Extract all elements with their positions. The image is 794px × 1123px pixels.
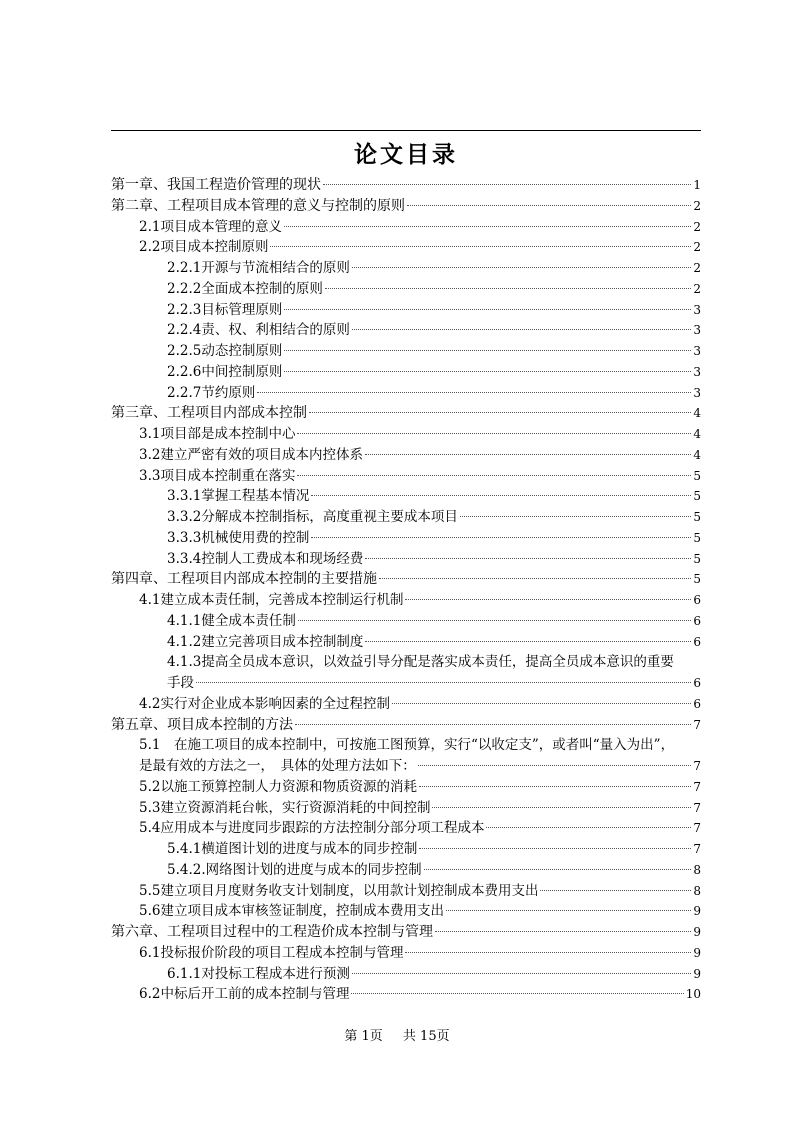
toc-entry-page: 9 bbox=[693, 925, 701, 939]
toc-entry-title: 2.1项目成本管理的意义 bbox=[139, 218, 282, 235]
toc-entry[interactable] bbox=[111, 383, 701, 404]
toc-entry-page: 4 bbox=[693, 427, 701, 441]
dot-leader bbox=[405, 599, 691, 600]
toc-entry[interactable] bbox=[111, 237, 701, 258]
dot-leader bbox=[270, 246, 691, 247]
toc-entry-page: 6 bbox=[693, 593, 701, 607]
dot-leader bbox=[365, 558, 691, 559]
toc-entry-title: 3.2建立严密有效的项目成本内控体系 bbox=[139, 446, 363, 463]
toc-entry-title: 3.1项目部是成本控制中心 bbox=[139, 426, 296, 442]
toc-entry-page: 7 bbox=[693, 717, 701, 732]
toc-entry[interactable] bbox=[111, 964, 701, 985]
dot-leader bbox=[311, 495, 691, 496]
toc-entry-page: 5 bbox=[693, 572, 701, 587]
table-of-contents bbox=[111, 175, 701, 1005]
toc-entry-title: 6.1.1对投标工程成本进行预测 bbox=[167, 965, 350, 982]
toc-entry-title: 6.2中标后开工前的成本控制与管理 bbox=[139, 986, 350, 1003]
toc-entry-page: 2 bbox=[693, 219, 701, 234]
toc-entry-page: 3 bbox=[693, 323, 701, 338]
toc-entry[interactable] bbox=[111, 300, 701, 321]
dot-leader bbox=[405, 952, 691, 953]
dot-leader bbox=[284, 371, 691, 372]
toc-entry-page: 7 bbox=[693, 800, 701, 815]
toc-entry-page: 7 bbox=[693, 821, 701, 836]
dot-leader bbox=[435, 931, 691, 932]
toc-entry-title: 5.5建立项目月度财务收支计划制度，以用款计划控制成本费用支出 bbox=[139, 882, 539, 899]
toc-entry-title: 2.2.4责、权、利相结合的原则 bbox=[167, 322, 350, 339]
dot-leader bbox=[311, 537, 691, 538]
toc-entry[interactable] bbox=[111, 424, 701, 445]
dot-leader bbox=[284, 226, 691, 227]
toc-entry-page: 6 bbox=[693, 634, 701, 649]
toc-entry-title: 第二章、工程项目成本管理的意义与控制的原则 bbox=[111, 197, 405, 214]
header-rule bbox=[111, 130, 701, 131]
toc-entry[interactable] bbox=[111, 798, 701, 819]
toc-entry[interactable] bbox=[111, 486, 701, 507]
toc-entry-title: 5.6建立项目成本审核签证制度，控制成本费用支出 bbox=[139, 903, 444, 920]
toc-entry-page: 6 bbox=[693, 696, 701, 711]
toc-entry-title-cont: 是最有效的方法之一， 具体的处理方法如下： bbox=[139, 758, 416, 774]
dot-leader bbox=[486, 827, 691, 828]
toc-entry[interactable] bbox=[111, 943, 701, 964]
toc-entry-page: 2 bbox=[693, 261, 701, 275]
toc-entry-title: 4.1.2建立完善项目成本控制制度 bbox=[167, 633, 364, 650]
dot-leader bbox=[365, 454, 691, 455]
toc-entry[interactable] bbox=[111, 735, 701, 777]
dot-leader bbox=[297, 475, 691, 476]
toc-entry-title: 3.3.3机械使用费的控制 bbox=[167, 529, 310, 546]
toc-entry-page: 4 bbox=[693, 447, 701, 462]
toc-entry-title: 5.3建立资源消耗台帐，实行资源消耗的中间控制 bbox=[139, 799, 431, 816]
dot-leader bbox=[325, 288, 692, 289]
page-footer bbox=[0, 1027, 794, 1047]
toc-entry-page: 5 bbox=[693, 551, 701, 566]
toc-entry-title: 第六章、工程项目过程中的工程造价成本控制与管理 bbox=[111, 924, 433, 940]
dot-leader bbox=[284, 350, 691, 351]
toc-entry[interactable] bbox=[111, 694, 701, 715]
toc-entry-title: 5.4.1横道图计划的进度与成本的同步控制 bbox=[167, 841, 418, 857]
toc-entry-page: 3 bbox=[693, 385, 701, 400]
toc-entry[interactable] bbox=[111, 922, 701, 943]
toc-entry-page: 2 bbox=[693, 198, 701, 213]
toc-entry[interactable] bbox=[111, 901, 701, 922]
dot-leader bbox=[392, 703, 691, 704]
toc-entry-title: 2.2.2全面成本控制的原则 bbox=[167, 280, 323, 297]
toc-entry-title: 3.3项目成本控制重在落实 bbox=[139, 467, 296, 484]
dot-leader bbox=[540, 890, 691, 891]
dot-leader bbox=[460, 516, 692, 517]
toc-entry[interactable] bbox=[111, 881, 701, 902]
toc-entry-title: 6.1投标报价阶段的项目工程成本控制与管理 bbox=[139, 944, 404, 961]
toc-entry-page: 9 bbox=[693, 945, 701, 960]
toc-entry-page: 5 bbox=[693, 530, 701, 545]
toc-entry[interactable] bbox=[111, 175, 701, 196]
dot-leader bbox=[407, 205, 691, 206]
dot-leader bbox=[432, 807, 691, 808]
toc-entry-page: 5 bbox=[693, 510, 701, 524]
toc-entry-title: 第五章、项目成本控制的方法 bbox=[111, 716, 293, 733]
toc-entry-title: 第四章、工程项目内部成本控制的主要措施 bbox=[111, 571, 377, 588]
dot-leader bbox=[295, 724, 691, 725]
toc-entry[interactable] bbox=[111, 632, 701, 653]
toc-entry-title: 3.3.2分解成本控制指标，高度重视主要成本项目 bbox=[167, 509, 458, 525]
toc-entry[interactable] bbox=[111, 279, 701, 300]
toc-entry-page: 7 bbox=[693, 759, 701, 773]
toc-entry-page: 3 bbox=[693, 344, 701, 358]
toc-entry-page: 9 bbox=[693, 904, 701, 919]
toc-entry-title: 3.3.1掌握工程基本情况 bbox=[167, 488, 310, 505]
dot-leader bbox=[352, 267, 692, 268]
toc-entry-title: 第一章、我国工程造价管理的现状 bbox=[111, 177, 321, 193]
toc-entry-title: 2.2.1开源与节流相结合的原则 bbox=[167, 260, 350, 276]
toc-entry[interactable] bbox=[111, 839, 701, 860]
toc-entry[interactable] bbox=[111, 466, 701, 487]
toc-entry-page: 8 bbox=[693, 862, 701, 877]
toc-entry[interactable] bbox=[111, 569, 701, 590]
toc-entry[interactable] bbox=[111, 549, 701, 570]
toc-entry-page: 3 bbox=[693, 302, 701, 317]
toc-entry-title: 5.1 在施工项目的成本控制中，可按施工图预算，实行“以收定支”，或者叫“量入为出”， bbox=[139, 737, 675, 754]
toc-entry[interactable] bbox=[111, 611, 701, 632]
toc-entry[interactable] bbox=[111, 507, 701, 528]
toc-entry-title: 5.2以施工预算控制人力资源和物质资源的消耗 bbox=[139, 778, 417, 795]
toc-entry[interactable] bbox=[111, 362, 701, 383]
page-title: 论文目录 bbox=[354, 141, 458, 168]
toc-entry-page: 2 bbox=[693, 240, 701, 255]
dot-leader bbox=[352, 973, 692, 974]
toc-entry-page: 2 bbox=[693, 281, 701, 296]
dot-leader bbox=[284, 309, 691, 310]
dot-leader bbox=[351, 993, 683, 994]
toc-entry-page: 5 bbox=[693, 489, 701, 504]
toc-entry-page: 8 bbox=[693, 883, 701, 898]
dot-leader bbox=[419, 848, 691, 849]
toc-entry-title: 4.1建立成本责任制，完善成本控制运行机制 bbox=[139, 592, 404, 608]
dot-leader bbox=[419, 786, 691, 787]
toc-entry[interactable] bbox=[111, 528, 701, 549]
dot-leader bbox=[424, 869, 692, 870]
dot-leader bbox=[196, 682, 691, 683]
toc-entry[interactable] bbox=[111, 715, 701, 736]
toc-entry-title: 2.2项目成本控制原则 bbox=[139, 239, 269, 256]
toc-entry-title: 第三章、工程项目内部成本控制 bbox=[111, 405, 307, 422]
toc-entry-title: 4.2实行对企业成本影响因素的全过程控制 bbox=[139, 695, 390, 712]
toc-entry-title: 3.3.4控制人工费成本和现场经费 bbox=[167, 550, 364, 567]
toc-entry-title: 2.2.7节约原则 bbox=[167, 384, 256, 401]
toc-entry-title: 4.1.3提高全员成本意识，以效益引导分配是落实成本责任，提高全员成本意识的重要 bbox=[167, 654, 674, 671]
toc-entry-page: 1 bbox=[693, 178, 701, 192]
toc-entry-page: 6 bbox=[693, 676, 701, 690]
toc-entry-title: 2.2.6中间控制原则 bbox=[167, 363, 283, 380]
toc-entry-title: 2.2.5动态控制原则 bbox=[167, 343, 283, 359]
toc-entry[interactable] bbox=[111, 196, 701, 217]
toc-entry[interactable] bbox=[111, 652, 701, 694]
dot-leader bbox=[297, 433, 691, 434]
current-page-label: 第 1页 bbox=[344, 1029, 383, 1044]
toc-entry[interactable] bbox=[111, 320, 701, 341]
toc-entry[interactable] bbox=[111, 258, 701, 279]
toc-entry[interactable] bbox=[111, 818, 701, 839]
toc-entry-page: 5 bbox=[693, 468, 701, 483]
toc-entry-page: 4 bbox=[693, 406, 701, 421]
dot-leader bbox=[257, 392, 691, 393]
dot-leader bbox=[309, 412, 691, 413]
toc-entry-title: 4.1.1健全成本责任制 bbox=[167, 612, 296, 629]
toc-entry-page: 7 bbox=[693, 779, 701, 794]
toc-entry-page: 10 bbox=[685, 987, 701, 1002]
toc-entry[interactable] bbox=[111, 590, 701, 611]
toc-entry[interactable] bbox=[111, 217, 701, 238]
toc-entry-page: 3 bbox=[693, 364, 701, 379]
dot-leader bbox=[352, 329, 692, 330]
toc-entry-title: 2.2.3目标管理原则 bbox=[167, 301, 283, 318]
toc-entry-title: 5.4.2.网络图计划的进度与成本的同步控制 bbox=[167, 861, 422, 878]
dot-leader bbox=[323, 184, 691, 185]
toc-entry[interactable] bbox=[111, 403, 701, 424]
dot-leader bbox=[298, 620, 692, 621]
total-pages-label: 共 15页 bbox=[402, 1029, 450, 1044]
toc-entry-page: 7 bbox=[693, 842, 701, 856]
toc-entry[interactable] bbox=[111, 777, 701, 798]
toc-entry-page: 9 bbox=[693, 966, 701, 981]
toc-entry[interactable] bbox=[111, 341, 701, 362]
dot-leader bbox=[379, 578, 691, 579]
toc-entry[interactable] bbox=[111, 984, 701, 1005]
dot-leader bbox=[446, 910, 691, 911]
dot-leader bbox=[418, 765, 692, 766]
toc-entry-page: 6 bbox=[693, 613, 701, 628]
toc-entry-title-cont: 手段 bbox=[167, 675, 194, 691]
dot-leader bbox=[365, 641, 691, 642]
toc-entry-title: 5.4应用成本与进度同步跟踪的方法控制分部分项工程成本 bbox=[139, 820, 485, 837]
toc-entry[interactable] bbox=[111, 860, 701, 881]
toc-entry[interactable] bbox=[111, 445, 701, 466]
